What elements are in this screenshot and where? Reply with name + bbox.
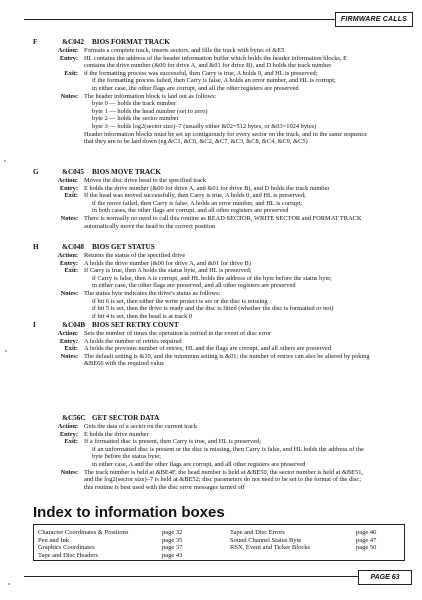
field-line: if bit 4 is set, then the head is at track 0 — [92, 312, 193, 320]
index-item-name: Tape and Disc Headers — [38, 551, 99, 559]
field-text — [84, 55, 404, 70]
field-label: Exit: — [64, 345, 78, 353]
field-text — [84, 70, 404, 93]
field-line: E holds the drive number (&00 for drive A, and &01 for drive B), and D holds the track number — [84, 184, 330, 192]
field-line: The default setting is &10, and the minimum setting is &01; the number of retries can also be altered by poking — [84, 352, 370, 360]
field-line: byte 2 — holds the sector number — [92, 115, 179, 123]
field-line: The status byte indicates the drive's status as follows: — [84, 290, 221, 297]
field-line: contains the drive number (&00 for drive A, and &01 for drive B), and D holds the track number — [84, 62, 332, 70]
footer-rule — [24, 576, 412, 577]
field-text — [84, 260, 404, 268]
field-label: Entry: — [59, 259, 78, 267]
field-line: E holds the drive number — [84, 430, 149, 438]
page-number: PAGE 63 — [358, 570, 412, 585]
field-text — [84, 438, 404, 468]
section-letter: I — [33, 321, 36, 329]
field-text — [84, 192, 404, 215]
field-line: &BE66 with the required value — [84, 360, 165, 368]
field-line: A holds the previous number of retries, HL and the flags are corrupt, and all others are preserved — [84, 345, 331, 353]
field-line: Sets the number of times the operation is retried in the event of disc error — [84, 330, 272, 337]
index-item — [230, 529, 377, 537]
field-line: Header information blocks must be set up contiguously for every sector on the track, and in the same sequence — [84, 130, 368, 138]
field-label: Exit: — [64, 69, 78, 77]
call-name: BIOS SET RETRY COUNT — [92, 321, 179, 329]
field-line: If the head was moved successfully, then Carry is true, A holds 0, and HL is preserved; — [84, 192, 306, 200]
field-line: If Carry is true, then A holds the status byte, and HL is preserved; — [84, 267, 252, 275]
field-line: in both cases, the other flags are corrupt, and all other registers are preserved — [92, 207, 289, 215]
index-item-page: page 43 — [162, 551, 183, 559]
field-line: byte 1 — holds the head number (set to zero) — [92, 107, 208, 115]
field-label: Notes: — [60, 352, 78, 360]
field-label: Entry: — [59, 54, 78, 62]
field-label: Action: — [57, 177, 78, 184]
field-line: if the move failed, then Carry is false, A holds an error number, and HL is corrupt; — [92, 199, 303, 207]
field-text — [84, 47, 404, 55]
field-label: Notes: — [60, 215, 78, 222]
index-item-name: Graphics Coordinates — [38, 544, 95, 552]
field-text — [84, 469, 404, 492]
field-text — [84, 330, 404, 338]
scan-speck — [5, 350, 7, 352]
field-label: Notes: — [60, 290, 78, 297]
field-text — [84, 290, 404, 320]
field-label: Action: — [57, 252, 78, 259]
field-line: if the formatting process was successful, then Carry is true, A holds 0, and HL is preserved; — [84, 69, 318, 77]
section-letter: F — [33, 38, 38, 46]
field-line: HL contains the address of the header information buffer which holds the header information blocks, E — [84, 54, 348, 62]
field-line: if Carry is false, then A is corrupt, and HL holds the address of the byte before the status byte; — [92, 274, 332, 282]
index-item-name: RSX, Event and Ticker Blocks — [230, 544, 310, 552]
scan-speck — [4, 160, 6, 162]
index-title: Index to information boxes — [33, 504, 225, 521]
field-line: that they are to be laid down (eg &C1, &C6, &C2, &C7, &C3, &C8, &C4, &C9, &C5) — [84, 138, 308, 146]
field-text — [84, 431, 404, 439]
field-line: byte 3 — holds log2(sector size)–7 (usually either &02=512 bytes, or &03=1024 bytes) — [92, 122, 317, 130]
field-text — [84, 353, 404, 368]
field-line: Gets the data of a sector on the current track — [84, 423, 198, 430]
call-name: BIOS GET STATUS — [92, 243, 155, 251]
index-item-name: Pen and Ink — [38, 536, 70, 544]
index-item-name: Character Coordinates & Positions — [38, 529, 129, 536]
field-text — [84, 93, 404, 146]
field-line: if bit 5 is set, then the drive is ready and the disc is fitted (whether the disc is formatted or not) — [92, 305, 334, 313]
index-item — [38, 551, 183, 560]
field-text — [84, 423, 404, 431]
index-item-page: page 47 — [356, 536, 377, 544]
call-name: BIOS MOVE TRACK — [92, 168, 161, 176]
field-label: Exit: — [64, 267, 78, 275]
index-item — [230, 544, 377, 552]
call-address: &C045 — [62, 168, 84, 176]
field-line: byte 0 — holds the track number — [92, 100, 177, 108]
field-label: Action: — [57, 47, 78, 54]
index-item-page: page 32 — [162, 529, 183, 536]
index-item — [38, 529, 183, 537]
field-line: Returns the status of the specified drive — [84, 252, 186, 259]
field-line: automatically move the head to the correct position — [84, 222, 216, 230]
index-item-page: page 50 — [356, 544, 377, 552]
field-line: in either case, A and the other flags are corrupt, and all other registers are preserved — [92, 460, 306, 468]
field-line: in either case, the other flags are corrupt, and all the other registers are preserved — [92, 84, 299, 92]
field-text — [84, 252, 404, 260]
field-text — [84, 177, 404, 185]
field-label: Exit: — [64, 438, 78, 446]
index-item-name: Tape and Disc Errors — [230, 529, 285, 536]
field-label: Entry: — [59, 337, 78, 345]
call-address: &C04B — [62, 321, 86, 329]
call-address: &C042 — [62, 38, 84, 46]
field-line: The track number is held at &BE4F, the head number is held at &BE50, the sector number is held at &BE51, — [84, 468, 364, 476]
field-line: if the formatting process failed, then Carry is false, A holds an error number, and HL is corrupt; — [92, 77, 336, 85]
field-text — [84, 215, 404, 230]
field-line: in either case, the other flags are preserved, and all other registers are preserved — [92, 282, 296, 290]
field-label: Entry: — [59, 430, 78, 438]
field-line: byte before the status byte; — [92, 453, 161, 461]
index-item-name: Sound Channel Status Byte — [230, 536, 302, 544]
field-label: Action: — [57, 330, 78, 337]
header-title: FIRMWARE CALLS — [335, 12, 413, 27]
index-item — [38, 536, 183, 545]
field-line: There is normally no need to call this routine as READ SECTOR, WRITE SECTOR and FORMAT TRACK — [84, 215, 362, 222]
field-line: if an unformatted disc is present or the disc is missing, then Carry is false, and HL holds the address of the — [92, 445, 364, 453]
field-label: Exit: — [64, 192, 78, 200]
field-line: A holds the number of retries required — [84, 337, 182, 345]
call-name: GET SECTOR DATA — [92, 414, 160, 422]
scan-speck — [8, 583, 10, 585]
index-left-column — [38, 529, 183, 559]
index-box — [33, 524, 405, 561]
field-line: A holds the drive number (&00 for drive A, and &01 for drive B) — [84, 259, 251, 267]
index-item-page: page 37 — [162, 544, 183, 552]
field-line: if bit 6 is set, then either the write protect is set or the disc is missing — [92, 297, 268, 305]
call-name: BIOS FORMAT TRACK — [92, 38, 170, 46]
call-address: &C56C — [62, 414, 86, 422]
field-line: this routine is best used with the disc error messages turned off — [84, 483, 245, 491]
field-line: Formats a complete track, inserts sectors, and fills the track with bytes of &E5 — [84, 47, 285, 54]
section-letter: G — [33, 168, 39, 176]
section-letter: H — [33, 243, 39, 251]
field-label: Action: — [57, 423, 78, 430]
index-item-page: page 35 — [162, 536, 183, 544]
field-line: The header information block is laid out as follows: — [84, 92, 217, 100]
field-text — [84, 267, 404, 290]
field-text — [84, 185, 404, 193]
call-address: &C048 — [62, 243, 84, 251]
field-label: Entry: — [59, 184, 78, 192]
index-item-page: page 46 — [356, 529, 377, 536]
index-item — [230, 536, 377, 545]
index-item — [38, 544, 183, 552]
field-text — [84, 338, 404, 346]
field-label: Notes: — [60, 468, 78, 476]
field-text — [84, 345, 404, 353]
field-label: Notes: — [60, 92, 78, 100]
field-line: and the log2(sector size)–7 is held at &BE52; disc parameters do not need to be set to the format of the disc; — [84, 476, 362, 484]
field-line: Moves the disc drive head to the specified track — [84, 177, 207, 184]
field-line: If a formatted disc is present, then Carry is true, and HL is preserved; — [84, 438, 262, 446]
index-right-column — [230, 529, 377, 552]
